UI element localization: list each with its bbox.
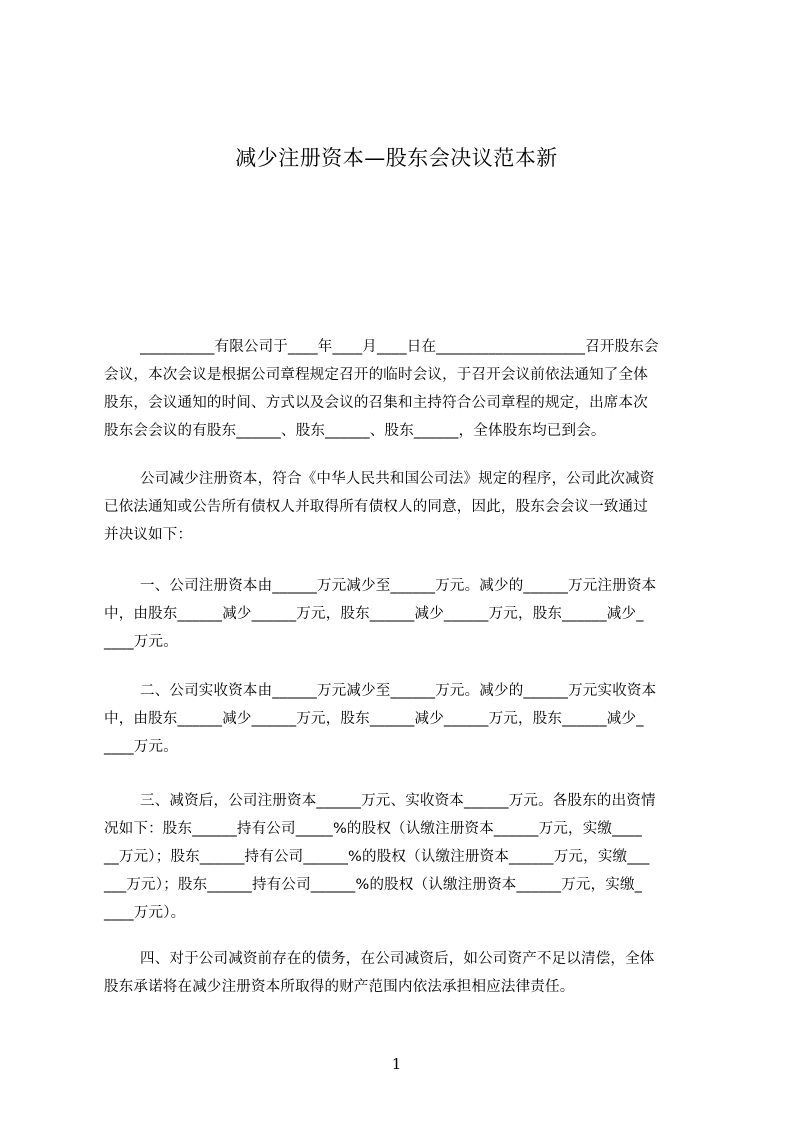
paragraph-line: 股东承诺将在减少注册资本所取得的财产范围内依法承担相应法律责任。 (104, 979, 575, 995)
paragraph-line: 中，由股东______减少______万元，股东______减少______万元，股东______减少_ (104, 711, 644, 727)
document-title: 减少注册资本—股东会决议范本新 (235, 146, 558, 170)
paragraph-item-registered-capital (104, 572, 704, 656)
paragraph-line: ___万元）；股东______持有公司______%的股权（认缴注册资本______万元，实缴_ (104, 877, 643, 893)
paragraph-line: ____万元。 (104, 634, 178, 650)
paragraph-line: 三、减资后，公司注册资本______万元、实收资本______万元。各股东的出资情 (140, 793, 656, 809)
paragraph-line: 股东会会议的有股东______、股东______、股东______，全体股东均已到会。 (104, 423, 606, 439)
paragraph-line: ____万元。 (104, 739, 178, 755)
paragraph-line: __________有限公司于____年____月____日在____________________召开股东会 (140, 339, 659, 355)
paragraph-line: 并决议如下： (104, 527, 193, 543)
paragraph-line: 况如下：股东______持有公司_____%的股权（认缴注册资本______万元，实缴____ (104, 821, 642, 837)
paragraph-line: 四、对于公司减资前存在的债务，在公司减资后，如公司资产不足以清偿，全体 (140, 951, 655, 967)
paragraph-item-paid-in-capital (104, 677, 704, 761)
paragraph-line: 中，由股东______减少______万元，股东______减少______万元，股东______减少_ (104, 606, 644, 622)
paragraph-resolution-intro (104, 465, 704, 549)
paragraph-line: 一、公司注册资本由______万元减少至______万元。减少的______万元注册资本 (140, 578, 657, 594)
paragraph-line: 公司减少注册资本，符合《中华人民共和国公司法》规定的程序，公司此次减资 (140, 471, 655, 487)
paragraph-line: __万元）；股东______持有公司______%的股权（认缴注册资本______万元，实缴___ (104, 849, 650, 865)
paragraph-meeting-notice (104, 333, 704, 445)
paragraph-line: 二、公司实收资本由______万元减少至______万元。减少的______万元实收资本 (140, 683, 657, 699)
paragraph-item-shareholding-after (104, 787, 704, 927)
paragraph-item-debt-liability (104, 945, 704, 1001)
page-number: 1 (391, 1055, 402, 1073)
paragraph-line: ____万元）。 (104, 905, 186, 921)
paragraph-line: 会议，本次会议是根据公司章程规定召开的临时会议，于召开会议前依法通知了全体 (104, 367, 648, 383)
paragraph-line: 已依法通知或公告所有债权人并取得所有债权人的同意，因此，股东会会议一致通过 (104, 499, 648, 515)
paragraph-line: 股东，会议通知的时间、方式以及会议的召集和主持符合公司章程的规定，出席本次 (104, 395, 648, 411)
